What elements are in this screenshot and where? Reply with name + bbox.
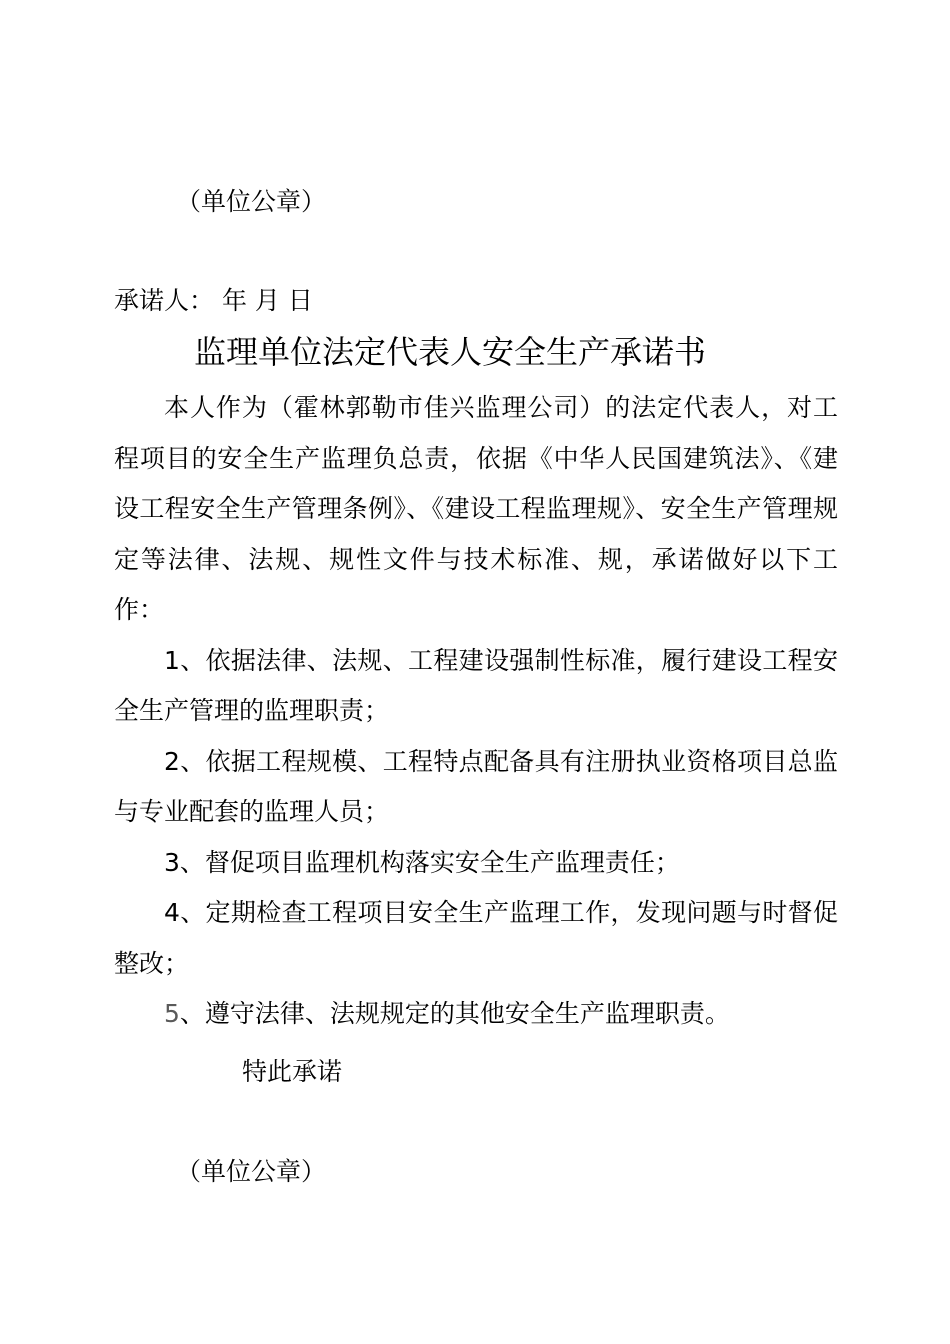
promisor-date-line: 承诺人： 年 月 日 xyxy=(114,286,313,315)
document-title: 监理单位法定代表人安全生产承诺书 xyxy=(194,333,707,371)
commitment-item-3: 3、督促项目监理机构落实安全生产监理责任； xyxy=(164,847,680,877)
commitment-item-5-text: 、遵守法律、法规规定的其他安全生产监理职责。 xyxy=(179,999,730,1028)
intro-paragraph: 本人作为（霍林郭勒市佳兴监理公司）的法定代表人，对工程项目的安全生产监理负总责，依据《中华人民国建筑法》、《建设工程安全生产管理条例》、《建设工程监理规》、安全生产管理规定等法律、法规、规性文件与技术标准、规，承诺做好以下工作： xyxy=(114,393,838,624)
commitment-item-1: 1、依据法律、法规、工程建设强制性标准，履行建设工程安全生产管理的监理职责； xyxy=(114,645,838,725)
commitment-item-5 xyxy=(114,989,838,1040)
seal-placeholder-bottom: （单位公章） xyxy=(176,1157,327,1186)
seal-placeholder-top: （单位公章） xyxy=(176,187,327,216)
commitment-item-2: 2、依据工程规模、工程特点配备具有注册执业资格项目总监与专业配套的监理人员； xyxy=(114,746,838,826)
commitment-item-5-number: 5 xyxy=(164,999,180,1028)
commitment-item-4: 4、定期检查工程项目安全生产监理工作，发现问题与时督促整改； xyxy=(114,898,838,978)
closing-statement: 特此承诺 xyxy=(242,1057,343,1086)
document-body xyxy=(114,383,838,1040)
